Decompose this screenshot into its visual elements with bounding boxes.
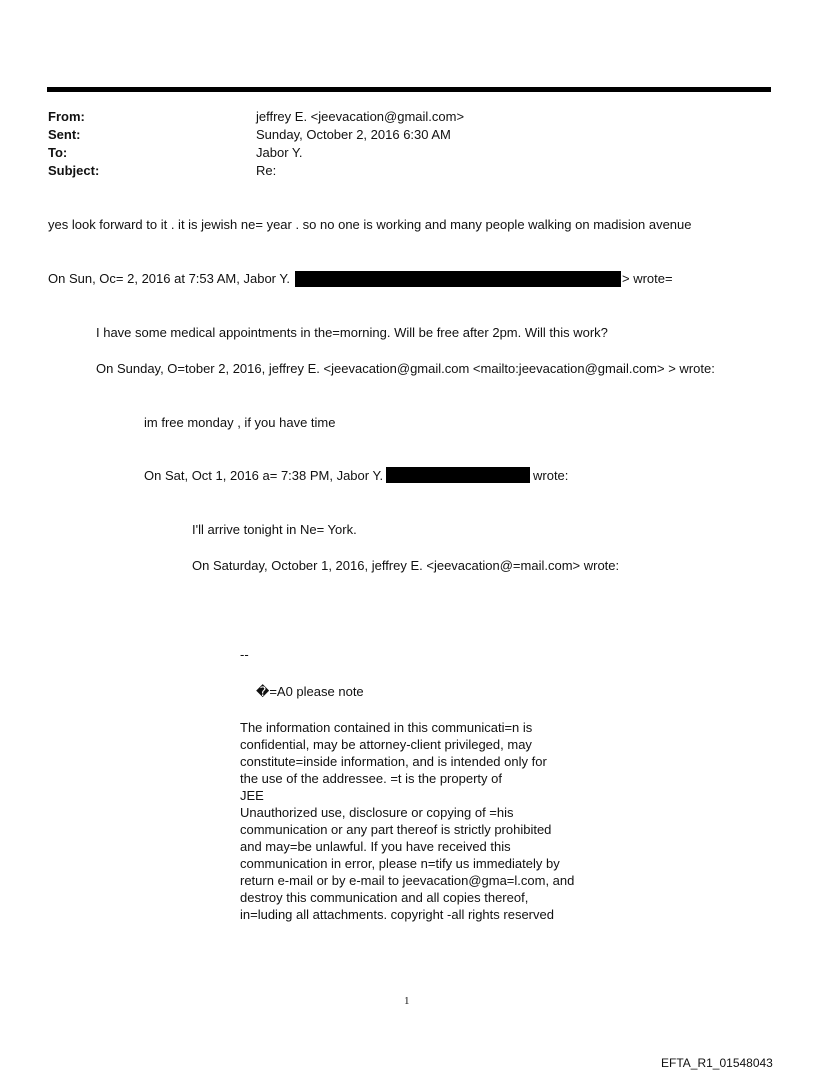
subject-value: Re: (256, 163, 277, 178)
redaction-box (295, 271, 621, 287)
redaction-box (386, 467, 530, 483)
quote3-text: I'll arrive tonight in Ne= York. (192, 522, 357, 537)
quote1-header-prefix: On Sun, Oc= 2, 2016 at 7:53 AM, Jabor Y. (48, 271, 290, 286)
quote2-text: im free monday , if you have time (144, 415, 336, 430)
quote3-header-prefix: On Sat, Oct 1, 2016 a= 7:38 PM, Jabor Y. (144, 468, 384, 483)
header-rule (47, 87, 771, 92)
confidentiality-disclaimer: The information contained in this communicati=n is confidential, may be attorney-client privileged, may constitute=inside information, and is intended only for the use of the addressee. =t is the property of JEE Unauthorized use, disclosure or copying of =his communication or any part thereof is strictly prohibited and may=be unlawful. If you have received this communication in error, please n=tify us immediately by return e-mail or by e-mail to jeevacation@gma=l.com, and destroy this communication and all copies thereof, in=luding all attachments. copyright -all rights reserved (240, 720, 575, 922)
signature-note: �=A0 please note (256, 684, 364, 699)
reply-text: yes look forward to it . it is jewish ne= year . so no one is working and many people walking on madision avenue (48, 217, 692, 232)
sent-label: Sent: (48, 127, 81, 142)
quote4-header: On Saturday, October 1, 2016, jeffrey E. <jeevacation@=mail.com> wrote: (192, 558, 620, 573)
document-id: EFTA_R1_01548043 (661, 1056, 773, 1070)
signature-separator: -- (240, 647, 249, 662)
from-value: jeffrey E. <jeevacation@gmail.com> (256, 109, 465, 124)
subject-label: Subject: (48, 163, 100, 178)
page-number: 1 (404, 995, 410, 1007)
sent-value: Sunday, October 2, 2016 6:30 AM (256, 127, 451, 142)
quote1-header-suffix: > wrote= (622, 271, 673, 286)
to-label: To: (48, 145, 68, 160)
from-label: From: (48, 109, 85, 124)
quote2-header: On Sunday, O=tober 2, 2016, jeffrey E. <jeevacation@gmail.com <mailto:jeevacation@gmail.com> > wrote: (96, 361, 715, 376)
to-value: Jabor Y. (256, 145, 303, 160)
quote1-text: I have some medical appointments in the=morning. Will be free after 2pm. Will this work? (96, 325, 608, 340)
quote3-header-suffix: wrote: (533, 468, 569, 483)
